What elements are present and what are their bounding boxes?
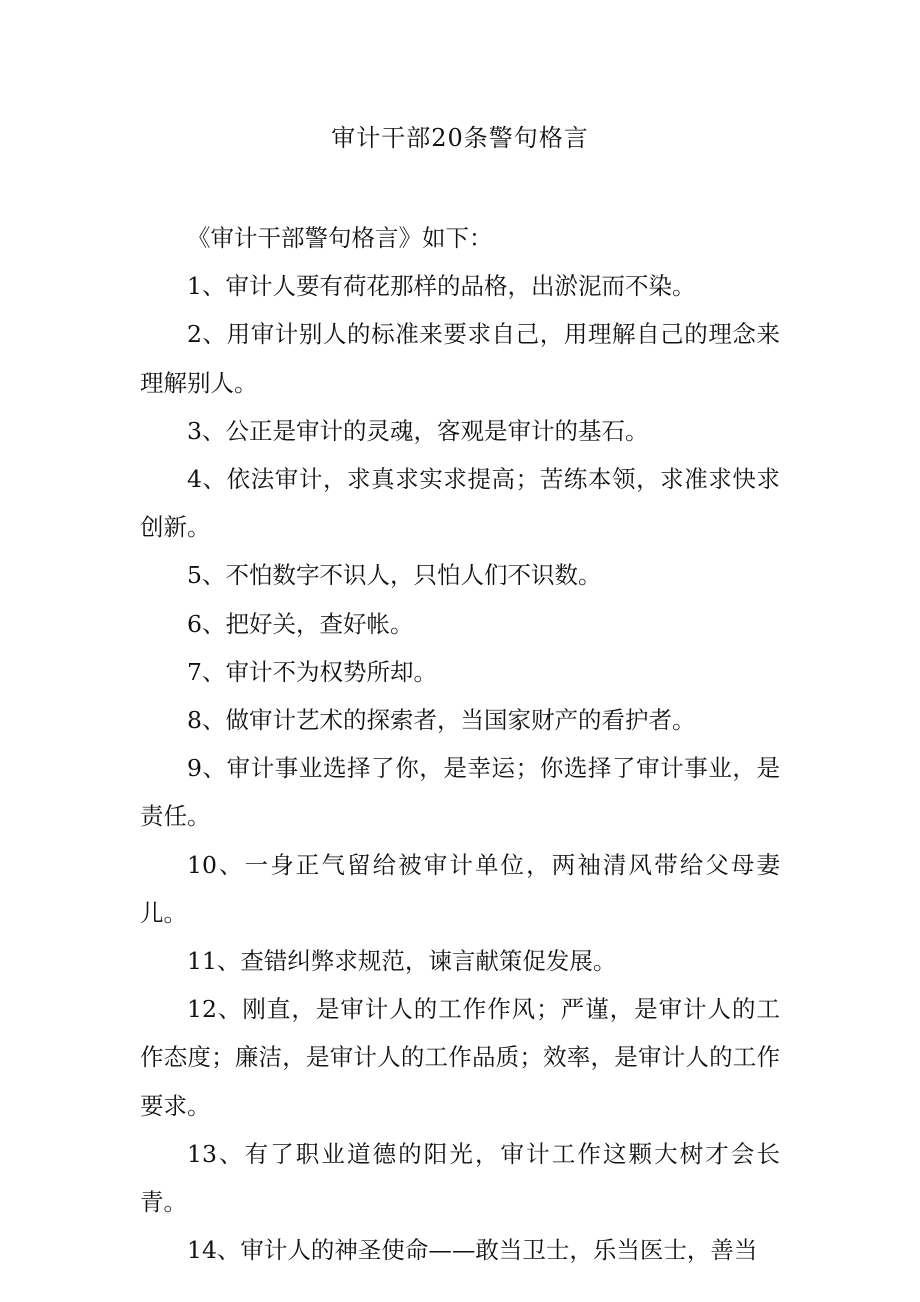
list-item: 3、公正是审计的灵魂，客观是审计的基石。 bbox=[187, 416, 649, 445]
list-item: 1、审计人要有荷花那样的品格，出淤泥而不染。 bbox=[187, 272, 696, 301]
document-body bbox=[140, 214, 780, 1274]
document-title: 审计干部20条警句格言 bbox=[331, 124, 589, 152]
list-item: 13、有了职业道德的阳光，审计工作这颗大树才会长青。 bbox=[140, 1139, 780, 1217]
list-item: 2、用审计别人的标准来要求自己，用理解自己的理念来理解别人。 bbox=[140, 320, 780, 397]
list-item: 4、依法审计，求真求实求提高；苦练本领，求准求快求创新。 bbox=[140, 465, 780, 542]
list-item: 12、刚直，是审计人的工作作风；严谨，是审计人的工作态度；廉洁，是审计人的工作品质；效率，是审计人的工作要求。 bbox=[140, 995, 780, 1120]
list-item: 7、审计不为权势所却。 bbox=[187, 657, 437, 686]
list-item: 5、不怕数字不识人，只怕人们不识数。 bbox=[187, 561, 602, 590]
list-item: 9、审计事业选择了你，是幸运；你选择了审计事业，是责任。 bbox=[140, 754, 780, 831]
list-item: 10、一身正气留给被审计单位，两袖清风带给父母妻儿。 bbox=[140, 850, 780, 927]
list-item: 8、做审计艺术的探索者，当国家财产的看护者。 bbox=[187, 706, 696, 735]
list-item: 14、审计人的神圣使命——敢当卫士，乐当医士，善当 bbox=[187, 1236, 758, 1265]
intro-paragraph: 《审计干部警句格言》如下： bbox=[187, 224, 493, 252]
list-item: 11、查错纠弊求规范，谏言献策促发展。 bbox=[187, 947, 617, 976]
list-item: 6、把好关，查好帐。 bbox=[187, 609, 414, 638]
